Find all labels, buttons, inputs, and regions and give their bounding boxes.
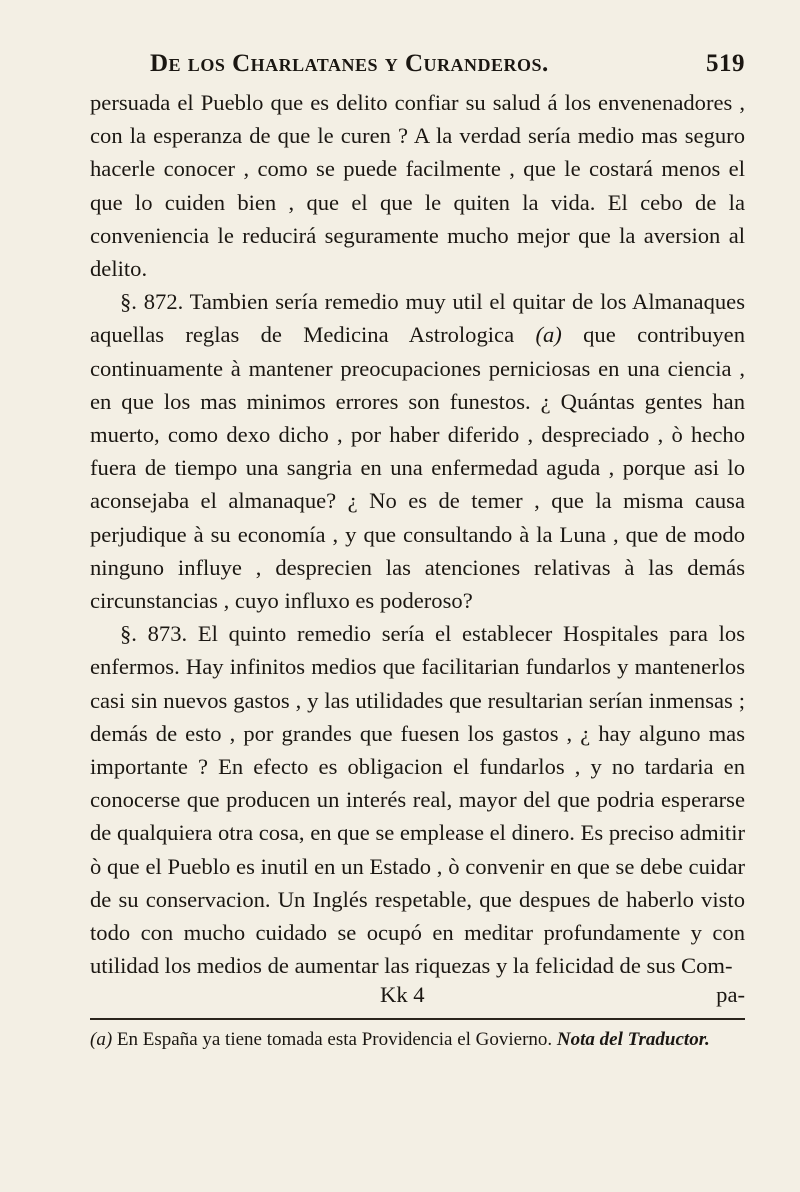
paragraph-continued: persuada el Pueblo que es delito confiar su salud á los envenenadores , con la esperanza de que le curen ? A la verdad sería medio mas seguro hacerle conocer , como se puede facilmente , que le costará menos el que lo cuiden bien , que el que le quiten la vida. El cebo de la conveniencia le reducirá seguramente mucho mejor que la aversion al delito.	[90, 90, 745, 282]
footnote-attribution: Nota del Traductor.	[556, 1029, 710, 1051]
footnote-reference: (a)	[535, 322, 562, 348]
footnote	[90, 1028, 745, 1052]
footnote-marker: (a)	[90, 1029, 113, 1051]
footnote-text: En España ya tiene tomada esta Providencia el Govierno.	[112, 1029, 557, 1051]
paragraph-873: §. 873. El quinto remedio sería el establecer Hospitales para los enfermos. Hay infinitos medios que facilitarian fundarlos y mantenerlos casi sin nuevos gastos , y las utilidades que resultarian serían inmensas ; demás de esto , por grandes que fuesen los gastos , ¿ hay alguno mas importante ? En efecto es obligacion el fundarlos , y no tardaria en conocerse que producen un interés real, mayor del que podria esperarse de qualquiera otra cosa, en que se emplease el dinero. Es preciso admitir ò que el Pueblo es inutil en un Estado , ò convenir en que se debe cuidar de su conservacion. Un Inglés respetable, que despues de haberlo visto todo con mucho cuidado se ocupó en meditar profundamente y con utilidad los medios de aumentar las riquezas y la felicidad de sus Com-	[90, 621, 745, 979]
paragraph-872	[90, 285, 745, 617]
catch-line	[90, 982, 745, 1014]
page-number: 519	[706, 50, 745, 77]
footnote-divider	[90, 1018, 745, 1020]
book-page	[90, 42, 745, 1052]
catchword: pa-	[716, 982, 745, 1008]
running-title: De los Charlatanes y Curanderos.	[150, 50, 549, 77]
paragraph-872-after-ref: que contribuyen continuamente à mantener preocupaciones perniciosas en una ciencia , en que los mas minimos errores son funestos. ¿ Quántas gentes han muerto, como dexo dicho , por haber diferido , despreciado , ò hecho fuera de tiempo una sangria en una enfermedad aguda , porque asi lo aconsejaba el almanaque? ¿ No es de temer , que la misma causa perjudique à su economía , y que consultando à la Luna , que de modo ninguno influye , desprecien las atenciones relativas à las demás circunstancias , cuyo influxo es poderoso?	[90, 322, 745, 614]
body-text	[90, 86, 745, 982]
page-header	[90, 42, 745, 86]
paragraph-872-before-ref: §. 872. Tambien sería remedio muy util el quitar de los Almanaques aquellas reglas de Medicina Astrologica	[90, 289, 745, 348]
signature-mark: Kk 4	[380, 982, 425, 1008]
